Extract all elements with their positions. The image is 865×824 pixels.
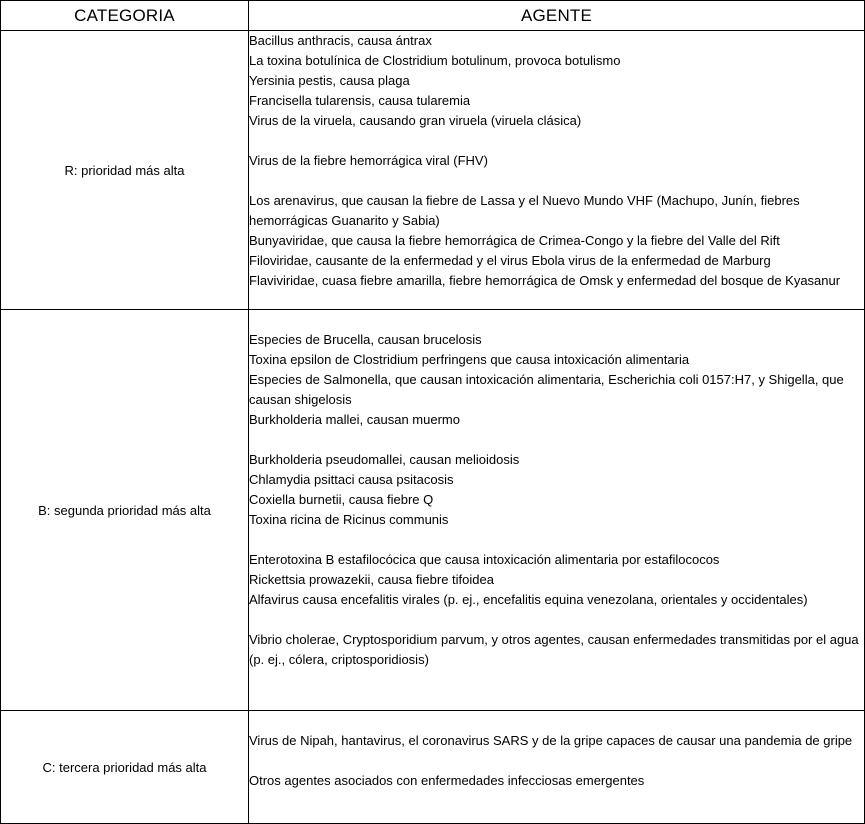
- blank-line: [249, 430, 864, 450]
- blank-line: [249, 131, 864, 151]
- category-cell-b[interactable]: B: segunda prioridad más alta: [1, 310, 249, 711]
- agent-line: Los arenavirus, que causan la fiebre de Lassa y el Nuevo Mundo VHF (Machupo, Junín, fiebres hemorrágicas Guanarito y Sabia): [249, 193, 800, 228]
- agent-line: Toxina ricina de Ricinus communis: [249, 512, 449, 527]
- agent-line: Burkholderia pseudomallei, causan melioidosis: [249, 452, 520, 467]
- agent-cell-c[interactable]: [249, 711, 865, 824]
- blank-line: [249, 610, 864, 630]
- agent-line: Especies de Brucella, causan brucelosis: [249, 332, 482, 347]
- agent-line: Vibrio cholerae, Cryptosporidium parvum, y otros agentes, causan enfermedades transmitidas por el agua (p. ej., cólera, criptosporidiosis): [249, 632, 859, 667]
- category-cell-c[interactable]: C: tercera prioridad más alta: [1, 711, 249, 824]
- agent-line: Especies de Salmonella, que causan intoxicación alimentaria, Escherichia coli 0157:H7, y Shigella, que causan shigelosis: [249, 372, 844, 407]
- agent-line: Toxina epsilon de Clostridium perfringens que causa intoxicación alimentaria: [249, 352, 690, 367]
- agent-line: Otros agentes asociados con enfermedades infecciosas emergentes: [249, 773, 645, 788]
- agent-line: Flaviviridae, cuasa fiebre amarilla, fiebre hemorrágica de Omsk y enfermedad del bosque de Kyasanur: [249, 273, 841, 288]
- agent-line: Rickettsia prowazekii, causa fiebre tifoidea: [249, 572, 494, 587]
- agent-line: Burkholderia mallei, causan muermo: [249, 412, 460, 427]
- agent-line: Enterotoxina B estafilocócica que causa intoxicación alimentaria por estafilococos: [249, 552, 720, 567]
- agent-line: Chlamydia psittaci causa psitacosis: [249, 472, 454, 487]
- agent-line: Alfavirus causa encefalitis virales (p. ej., encefalitis equina venezolana, orientales y occidentales): [249, 592, 808, 607]
- category-cell-r[interactable]: R: prioridad más alta: [1, 31, 249, 310]
- table-row: [1, 310, 865, 711]
- agent-line: La toxina botulínica de Clostridium botulinum, provoca botulismo: [249, 53, 621, 68]
- header-row: [1, 1, 865, 31]
- agent-line: Virus de la fiebre hemorrágica viral (FHV): [249, 153, 488, 168]
- blank-line: [249, 310, 864, 330]
- agent-line: Virus de la viruela, causando gran viruela (viruela clásica): [249, 113, 582, 128]
- blank-line: [249, 751, 864, 771]
- table-row: [1, 711, 865, 824]
- agent-line: Bacillus anthracis, causa ántrax: [249, 33, 432, 48]
- agent-line: Francisella tularensis, causa tularemia: [249, 93, 471, 108]
- blank-line: [249, 530, 864, 550]
- agent-line: Yersinia pestis, causa plaga: [249, 73, 410, 88]
- agent-line: Coxiella burnetii, causa fiebre Q: [249, 492, 434, 507]
- blank-line: [249, 711, 864, 731]
- agent-line: Virus de Nipah, hantavirus, el coronavirus SARS y de la gripe capaces de causar una pandemia de gripe: [249, 733, 853, 748]
- agent-line: Filoviridae, causante de la enfermedad y el virus Ebola virus de la enfermedad de Marburg: [249, 253, 771, 268]
- table-row: [1, 31, 865, 310]
- header-categoria[interactable]: CATEGORIA: [1, 1, 249, 31]
- header-agente[interactable]: AGENTE: [249, 1, 865, 31]
- agent-line: Bunyaviridae, que causa la fiebre hemorrágica de Crimea-Congo y la fiebre del Valle del Rift: [249, 233, 780, 248]
- agent-cell-r[interactable]: [249, 31, 865, 310]
- blank-line: [249, 171, 864, 191]
- agent-cell-b[interactable]: [249, 310, 865, 711]
